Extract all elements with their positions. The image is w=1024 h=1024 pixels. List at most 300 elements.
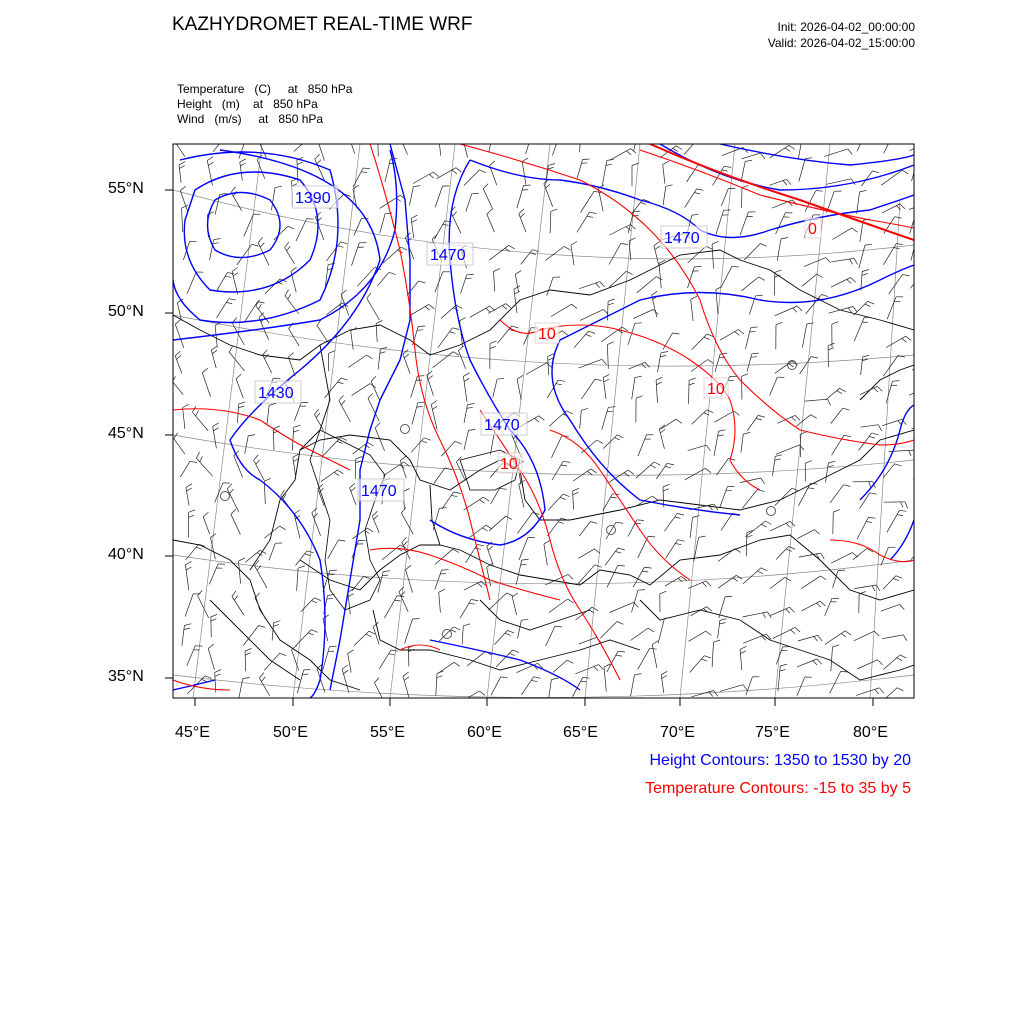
- wind-barb-feather: [524, 185, 531, 186]
- wind-barb-feather: [534, 677, 541, 679]
- wind-barb-feather: [916, 214, 923, 215]
- wind-barb: [264, 526, 279, 538]
- wind-barb-feather: [608, 407, 615, 408]
- wind-barb: [463, 138, 468, 157]
- wind-barb-feather: [452, 170, 457, 174]
- wind-barb-feather: [186, 567, 191, 570]
- wind-barb: [347, 129, 355, 154]
- wind-barb: [718, 575, 736, 588]
- wind-barb-feather: [233, 273, 238, 277]
- wind-barb: [910, 214, 916, 233]
- wind-barb-feather: [493, 132, 499, 133]
- height-label: 1430: [258, 385, 294, 402]
- wind-barb-feather: [637, 520, 644, 521]
- wind-barb: [916, 681, 923, 699]
- wind-barb-feather: [293, 430, 299, 432]
- wind-barb: [830, 671, 841, 693]
- wind-barb-feather: [190, 461, 197, 462]
- wind-barb: [483, 189, 493, 210]
- wind-barb: [294, 403, 301, 422]
- wind-barb-feather: [380, 352, 386, 354]
- wind-barb: [915, 307, 938, 314]
- wind-barb-feather: [759, 277, 765, 281]
- field-unit: (m): [221, 97, 240, 111]
- wind-barb-feather: [257, 132, 262, 137]
- wind-barb-feather: [935, 450, 940, 455]
- wind-barb-feather: [568, 599, 574, 603]
- wind-barb-feather: [560, 497, 566, 499]
- wind-barb-feather: [403, 672, 409, 676]
- wind-barb: [273, 429, 274, 450]
- wind-barb-feather: [660, 356, 666, 357]
- lat-label: 45°N: [108, 425, 144, 442]
- wind-barb-feather: [486, 525, 492, 529]
- wind-barb-feather: [939, 632, 943, 638]
- wind-barb: [552, 461, 563, 480]
- wind-barb-feather: [287, 246, 291, 251]
- wind-barb-feather: [638, 130, 645, 131]
- height-legend: Height Contours: 1350 to 1530 by 20: [649, 752, 911, 769]
- wind-barb-feather: [417, 330, 423, 331]
- wind-barb-feather: [581, 681, 587, 682]
- wind-barb-feather: [589, 610, 594, 613]
- wind-barb-feather: [860, 190, 867, 192]
- wind-barb: [859, 433, 872, 451]
- wind-barb: [887, 297, 896, 320]
- wind-barb-feather: [928, 424, 932, 429]
- wind-barb-feather: [231, 509, 236, 514]
- wind-barb: [382, 545, 400, 560]
- wind-barb-feather: [338, 246, 344, 248]
- wind-barb-feather: [314, 598, 321, 601]
- wind-barb: [213, 134, 227, 152]
- wind-barb-feather: [500, 488, 507, 489]
- wind-barb-feather: [892, 381, 899, 382]
- wind-barb-feather: [635, 674, 642, 675]
- wind-barb-feather: [937, 502, 939, 508]
- wind-barb: [174, 439, 185, 454]
- wind-barb: [549, 599, 568, 613]
- wind-barb-feather: [923, 273, 929, 275]
- field-level: 850 hPa: [273, 97, 318, 111]
- wind-barb-feather: [189, 515, 195, 517]
- wind-barb: [578, 565, 595, 584]
- wind-barb: [269, 543, 275, 560]
- wind-barb-feather: [564, 246, 570, 250]
- wind-barb: [294, 135, 313, 152]
- wind-barb-feather: [371, 376, 376, 381]
- wind-barb: [296, 219, 307, 242]
- wind-barb: [720, 330, 739, 341]
- wind-barb-feather: [654, 242, 660, 246]
- wind-barb-feather: [240, 159, 246, 162]
- wind-barb: [634, 131, 639, 151]
- wind-barb-feather: [229, 299, 236, 300]
- wind-barb-feather: [186, 484, 192, 488]
- lat-label: 40°N: [108, 546, 144, 563]
- wind-barb-feather: [395, 600, 401, 601]
- wind-barb-feather: [334, 472, 339, 475]
- wind-barb: [636, 462, 654, 478]
- wind-barb-feather: [308, 633, 314, 635]
- wind-barb-feather: [389, 272, 396, 274]
- wind-barb-feather: [655, 246, 660, 249]
- wind-barb-feather: [203, 512, 208, 517]
- wind-barb-feather: [868, 301, 874, 304]
- wind-barb: [606, 522, 616, 539]
- wind-barb-feather: [477, 545, 484, 546]
- wind-barb: [470, 306, 490, 317]
- lon-label: 75°E: [755, 724, 790, 741]
- wind-barb-feather: [378, 139, 384, 141]
- wind-barb: [831, 647, 833, 671]
- wind-barb-feather: [786, 523, 790, 527]
- wind-barb-feather: [213, 423, 219, 427]
- wind-barb-feather: [895, 464, 902, 466]
- height-label: 1470: [430, 247, 466, 264]
- wind-barb-feather: [556, 384, 562, 385]
- wind-barb: [411, 304, 429, 315]
- wind-barb-feather: [932, 385, 937, 390]
- wind-barb-feather: [878, 660, 883, 665]
- wind-barb-feather: [895, 217, 902, 218]
- wind-barb-feather: [902, 338, 907, 342]
- wind-barb-feather: [893, 578, 899, 580]
- wind-barb-feather: [372, 511, 377, 516]
- wind-barb-feather: [763, 613, 766, 618]
- temperature-legend: Temperature Contours: -15 to 35 by 5: [645, 780, 911, 797]
- wind-barb-feather: [327, 598, 333, 599]
- wind-barb: [684, 138, 698, 154]
- wind-barb-feather: [843, 408, 850, 410]
- wind-barb-feather: [368, 442, 374, 446]
- wind-barb-feather: [776, 322, 783, 325]
- wind-barb: [579, 522, 590, 537]
- wind-barb-feather: [932, 360, 937, 365]
- wind-barb: [856, 688, 879, 696]
- wind-barb-feather: [933, 423, 937, 429]
- wind-barb-feather: [938, 578, 943, 583]
- wind-barb: [175, 324, 184, 348]
- wind-barb-feather: [484, 497, 490, 501]
- wind-barb-feather: [602, 359, 607, 364]
- wind-barb-feather: [675, 544, 681, 545]
- wind-barb: [918, 528, 937, 533]
- wind-barb-feather: [926, 141, 932, 145]
- wind-barb-feather: [376, 321, 382, 324]
- wind-barb: [406, 570, 413, 593]
- wind-barb: [259, 678, 269, 696]
- wind-barb-feather: [558, 380, 565, 381]
- wind-barb-feather: [581, 163, 587, 164]
- wind-barb-feather: [606, 164, 612, 165]
- wind-barb-feather: [338, 382, 344, 384]
- wind-barb-feather: [621, 244, 628, 245]
- wind-barb: [805, 399, 827, 401]
- wind-barb-feather: [213, 243, 219, 244]
- wind-barb: [831, 278, 851, 288]
- wind-barb-feather: [413, 186, 420, 187]
- wind-barb: [549, 411, 566, 427]
- wind-barb: [854, 631, 874, 641]
- wind-barb-feather: [795, 627, 800, 632]
- wind-barb-feather: [802, 140, 809, 141]
- wind-barb: [263, 355, 272, 373]
- wind-barb-feather: [628, 470, 634, 474]
- wind-barb: [550, 211, 551, 233]
- wind-barb: [170, 378, 183, 394]
- wind-barb: [217, 273, 228, 292]
- wind-barb-feather: [740, 646, 746, 649]
- wind-barb-feather: [600, 282, 605, 287]
- wind-barb: [187, 646, 196, 666]
- wind-barb-feather: [698, 138, 705, 140]
- wind-barb-feather: [482, 528, 487, 531]
- wind-barb-feather: [706, 631, 712, 635]
- wind-barb: [519, 537, 528, 560]
- wind-barb: [690, 517, 692, 538]
- wind-barb-feather: [718, 435, 724, 436]
- wind-barb-feather: [905, 502, 908, 509]
- wind-barb-feather: [344, 670, 349, 674]
- wind-barb: [551, 304, 572, 316]
- wind-barb-feather: [521, 564, 527, 565]
- wind-barb-feather: [828, 399, 831, 405]
- lat-label: 55°N: [108, 180, 144, 197]
- wind-barb: [413, 172, 433, 184]
- wind-barb: [439, 592, 441, 612]
- wind-barb-feather: [245, 648, 252, 651]
- wind-barb-feather: [652, 291, 658, 295]
- wind-barb-feather: [521, 619, 528, 620]
- wind-barb: [688, 246, 707, 263]
- wind-barb: [631, 200, 643, 215]
- wind-barb: [664, 513, 677, 531]
- wind-barb-feather: [714, 640, 721, 642]
- wind-barb-feather: [468, 404, 475, 405]
- wind-barb: [802, 324, 806, 347]
- wind-barb: [638, 648, 650, 669]
- wind-barb-feather: [933, 529, 937, 534]
- wind-barb-feather: [505, 633, 511, 635]
- wind-barb-feather: [264, 478, 270, 481]
- wind-barb-feather: [363, 168, 370, 169]
- wind-barb: [292, 427, 293, 450]
- wind-barb: [380, 214, 385, 233]
- wind-barb-feather: [232, 591, 236, 597]
- wind-barb: [663, 165, 665, 184]
- wind-barb-feather: [676, 419, 682, 423]
- wind-barb-feather: [369, 631, 375, 634]
- wind-barb-feather: [675, 517, 681, 519]
- wind-barb-feather: [862, 270, 869, 272]
- wind-barb-feather: [862, 274, 868, 276]
- wind-barb-feather: [900, 604, 905, 609]
- wind-barb-feather: [517, 375, 523, 379]
- wind-barb-feather: [629, 238, 635, 241]
- wind-barb: [883, 576, 896, 590]
- wind-barb: [715, 411, 735, 422]
- wind-barb: [175, 356, 182, 374]
- wind-barb-feather: [652, 496, 658, 500]
- wind-barb: [609, 244, 621, 265]
- wind-barb: [547, 518, 560, 536]
- wind-barb-feather: [673, 333, 680, 334]
- wind-barb-feather: [805, 158, 812, 159]
- wind-barb-feather: [840, 388, 846, 391]
- wind-barb-feather: [665, 466, 671, 467]
- wind-barb: [183, 408, 185, 430]
- wind-barb-feather: [291, 267, 297, 271]
- wind-barb-feather: [938, 307, 942, 313]
- wind-barb-feather: [916, 240, 923, 241]
- wind-barb: [215, 325, 217, 347]
- wind-barb: [427, 375, 434, 395]
- wind-barb-feather: [590, 522, 597, 524]
- wind-barb-feather: [872, 433, 879, 435]
- wind-barb-feather: [563, 461, 570, 462]
- wind-barb: [769, 179, 786, 185]
- wind-barb-feather: [402, 537, 407, 542]
- wind-barb-feather: [942, 502, 945, 509]
- wind-barb: [909, 385, 931, 395]
- wind-barb-feather: [263, 350, 268, 355]
- wind-barb-feather: [520, 213, 524, 217]
- wind-barb: [180, 461, 190, 477]
- wind-barb-feather: [586, 334, 592, 336]
- wind-barb-feather: [179, 166, 184, 169]
- wind-barb-feather: [704, 337, 710, 339]
- wind-barb: [494, 272, 495, 292]
- wind-barb: [826, 388, 840, 400]
- wind-barb-feather: [627, 151, 632, 155]
- wind-barb: [770, 577, 785, 588]
- wind-barb-feather: [924, 546, 930, 548]
- wind-barb: [548, 357, 549, 376]
- wind-barb-feather: [208, 162, 213, 165]
- wind-barb: [257, 137, 267, 157]
- wind-barb: [911, 241, 916, 261]
- wind-barb: [435, 186, 442, 207]
- field-name: Height: [177, 97, 212, 111]
- wind-barb: [776, 547, 789, 560]
- wind-barb-feather: [514, 286, 520, 289]
- wind-barb-feather: [412, 220, 417, 223]
- wind-barb-feather: [285, 290, 289, 296]
- wind-barb-feather: [927, 269, 934, 271]
- wind-barb-feather: [288, 226, 294, 229]
- wind-barb: [202, 373, 210, 397]
- wind-barb-feather: [571, 242, 577, 246]
- wind-barb: [185, 594, 193, 617]
- wind-barb-feather: [874, 388, 878, 392]
- wind-barb-feather: [551, 209, 558, 211]
- wind-barb: [548, 494, 563, 510]
- wind-barb: [715, 354, 720, 372]
- wind-barb-feather: [604, 664, 610, 667]
- wind-barb: [652, 645, 657, 668]
- wind-barb-feather: [351, 487, 356, 491]
- wind-barb: [656, 380, 657, 403]
- field-name: Wind: [177, 112, 205, 126]
- wind-barb-feather: [443, 225, 449, 226]
- wind-barb-feather: [701, 659, 707, 661]
- wind-barb-feather: [859, 592, 866, 594]
- wind-barb-feather: [917, 161, 923, 162]
- wind-barb: [825, 598, 832, 616]
- wind-barb-feather: [269, 403, 276, 405]
- wind-barb: [857, 517, 868, 539]
- wind-barb: [658, 618, 664, 643]
- wind-barb: [203, 517, 210, 534]
- wind-barb: [574, 331, 588, 348]
- wind-barb-feather: [302, 674, 308, 675]
- wind-barb-feather: [828, 466, 834, 467]
- temperature-label: 0: [808, 221, 817, 238]
- wind-barb: [825, 631, 845, 645]
- wind-barb-feather: [608, 299, 615, 301]
- wind-barb-feather: [919, 156, 926, 157]
- wind-barb-feather: [604, 379, 609, 382]
- wind-barb-feather: [587, 471, 592, 474]
- wind-barb-feather: [902, 170, 908, 174]
- wind-barb-feather: [432, 406, 437, 409]
- wind-barb-feather: [877, 386, 882, 391]
- wind-barb-feather: [707, 607, 712, 611]
- wind-barb-feather: [660, 591, 667, 594]
- wind-barb-feather: [666, 185, 673, 187]
- wind-barb-feather: [341, 242, 348, 244]
- wind-barb-feather: [259, 626, 266, 628]
- wind-barb-feather: [507, 593, 513, 596]
- wind-barb-feather: [847, 279, 851, 283]
- wind-barb-feather: [255, 593, 260, 598]
- wind-barb: [912, 423, 933, 429]
- wind-barb-feather: [780, 664, 787, 666]
- wind-barb: [488, 304, 506, 314]
- wind-barb-feather: [705, 468, 710, 472]
- wind-barb-feather: [464, 378, 469, 381]
- wind-barb-feather: [633, 211, 640, 212]
- wind-barb: [297, 568, 299, 591]
- wind-barb-feather: [833, 645, 840, 647]
- wind-barb: [512, 597, 516, 615]
- wind-barb-feather: [594, 549, 600, 553]
- wind-barb-feather: [828, 343, 835, 346]
- wind-barb-feather: [312, 508, 317, 513]
- wind-barb-feather: [838, 570, 845, 571]
- wind-barb-feather: [589, 331, 596, 333]
- wind-barb-feather: [900, 510, 907, 511]
- wind-barb: [914, 632, 939, 638]
- wind-barb: [460, 600, 471, 619]
- wind-barb: [607, 301, 608, 320]
- wind-barb: [467, 651, 486, 666]
- wind-barb-feather: [226, 303, 232, 304]
- wind-barb: [378, 349, 380, 369]
- wind-barb-feather: [488, 546, 493, 550]
- wind-barb: [910, 141, 926, 151]
- wind-barb: [631, 675, 635, 696]
- wind-barb-feather: [313, 135, 319, 138]
- wind-barb-feather: [509, 245, 515, 249]
- wind-barb-feather: [897, 688, 903, 691]
- field-at: at: [287, 82, 298, 96]
- wind-barb-feather: [775, 270, 782, 273]
- wind-barb: [245, 651, 246, 671]
- wind-barb-feather: [273, 625, 279, 627]
- wind-barb-feather: [214, 239, 221, 240]
